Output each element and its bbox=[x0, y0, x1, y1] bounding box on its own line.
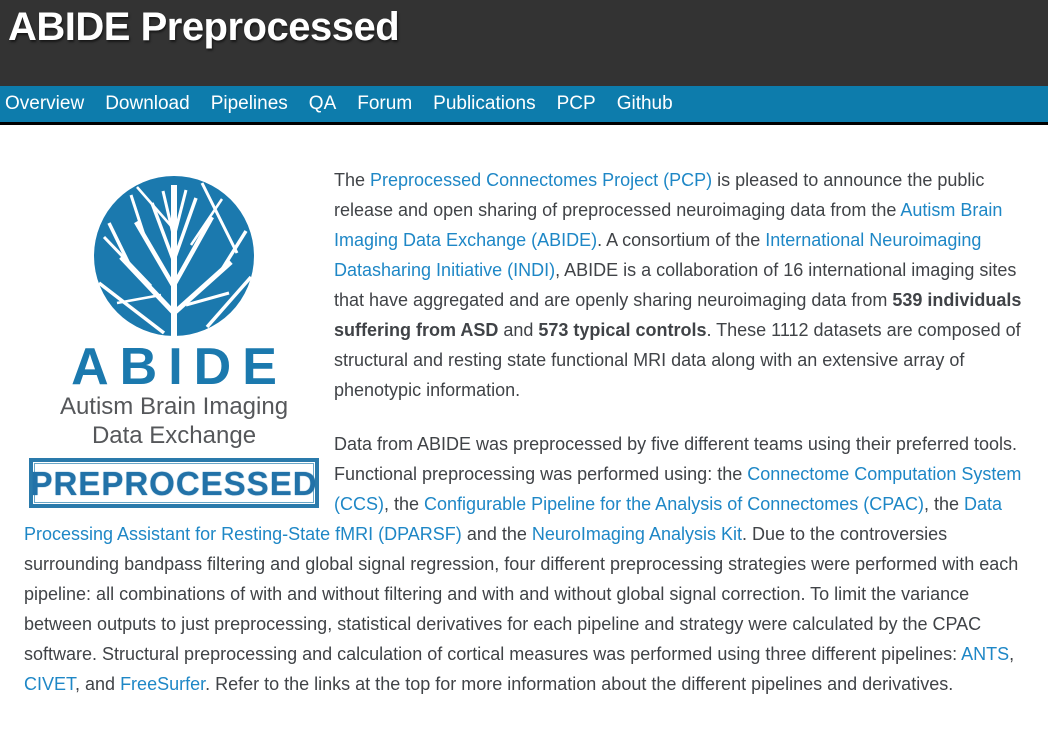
preprocessed-stamp bbox=[29, 458, 319, 508]
text-run: , ABIDE is a collaboration of 16 international imaging sites that have aggregated and are openly sharing neuroimaging data from bbox=[334, 260, 1017, 310]
bold-stat: 539 individuals suffering from ASD bbox=[334, 290, 1022, 340]
text-run: Data from ABIDE was preprocessed by five different teams using their preferred tools. Functional preprocessing was performed using: the bbox=[334, 434, 1017, 484]
text-run: , the bbox=[923, 494, 964, 514]
nav-link-overview[interactable]: Overview bbox=[5, 93, 85, 114]
text-run: . Due to the controversies surrounding bandpass filtering and global signal regression, four different preprocessing strategies were performed with each pipeline: all combinations of with and without filtering and with and without global signal correction. To limit the variance between outputs to just preprocessing, statistical derivatives for each pipeline and strategy were calculated by the CPAC software. Structural preprocessing and calculation of cortical measures was performed using three different pipelines: bbox=[24, 524, 1019, 664]
abide-subtitle-line2: Data Exchange bbox=[91, 422, 257, 449]
inline-link[interactable]: ANTS bbox=[961, 644, 1010, 664]
abide-logo bbox=[24, 165, 324, 508]
text-run: and the bbox=[461, 524, 532, 544]
inline-link[interactable]: Data Processing Assistant for Resting-State fMRI (DPARSF) bbox=[24, 494, 1003, 544]
abide-subtitle-line1: Autism Brain Imaging bbox=[59, 393, 289, 420]
text-run: , the bbox=[384, 494, 425, 514]
page-title: ABIDE Preprocessed bbox=[8, 5, 400, 49]
inline-link[interactable]: Preprocessed Connectomes Project (PCP) bbox=[370, 170, 713, 190]
abide-wordmark: ABIDE bbox=[71, 338, 288, 396]
text-run: The bbox=[334, 170, 371, 190]
nav-link-forum[interactable]: Forum bbox=[357, 93, 413, 114]
text-run: is pleased to announce the public release and open sharing of preprocessed neuroimaging data from the bbox=[334, 170, 985, 220]
abide-tree-icon bbox=[79, 165, 269, 350]
text-run: , bbox=[1009, 644, 1015, 664]
text-run: . A consortium of the bbox=[597, 230, 766, 250]
nav-link-download[interactable]: Download bbox=[105, 93, 190, 114]
inline-link[interactable]: Connectome Computation System (CCS) bbox=[334, 464, 1022, 514]
nav-link-github[interactable]: Github bbox=[616, 93, 673, 114]
preprocessed-stamp-label: PREPROCESSED bbox=[30, 464, 318, 502]
nav-link-publications[interactable]: Publications bbox=[433, 93, 536, 114]
inline-link[interactable]: FreeSurfer bbox=[120, 674, 206, 694]
main-nav bbox=[0, 86, 1048, 125]
text-run: . These 1112 datasets are composed of structural and resting state functional MRI data along with an extensive array of phenotypic information. bbox=[334, 320, 1021, 400]
nav-link-pcp[interactable]: PCP bbox=[556, 93, 596, 114]
inline-link[interactable]: CIVET bbox=[24, 674, 76, 694]
inline-link[interactable]: NeuroImaging Analysis Kit bbox=[531, 524, 742, 544]
text-run: , and bbox=[75, 674, 121, 694]
site-header bbox=[0, 0, 1048, 86]
text-run: . Refer to the links at the top for more information about the different pipelines and derivatives. bbox=[205, 674, 954, 694]
main-content bbox=[24, 125, 1024, 699]
text-run: and bbox=[498, 320, 539, 340]
bold-stat: 573 typical controls bbox=[538, 320, 707, 340]
inline-link[interactable]: Configurable Pipeline for the Analysis of Connectomes (CPAC) bbox=[424, 494, 924, 514]
inline-link[interactable]: International Neuroimaging Datasharing Initiative (INDI) bbox=[334, 230, 982, 280]
nav-link-qa[interactable]: QA bbox=[308, 93, 337, 114]
nav-link-pipelines[interactable]: Pipelines bbox=[210, 93, 288, 114]
abide-subtitle bbox=[24, 392, 324, 450]
inline-link[interactable]: Autism Brain Imaging Data Exchange (ABIDE) bbox=[334, 200, 1003, 250]
